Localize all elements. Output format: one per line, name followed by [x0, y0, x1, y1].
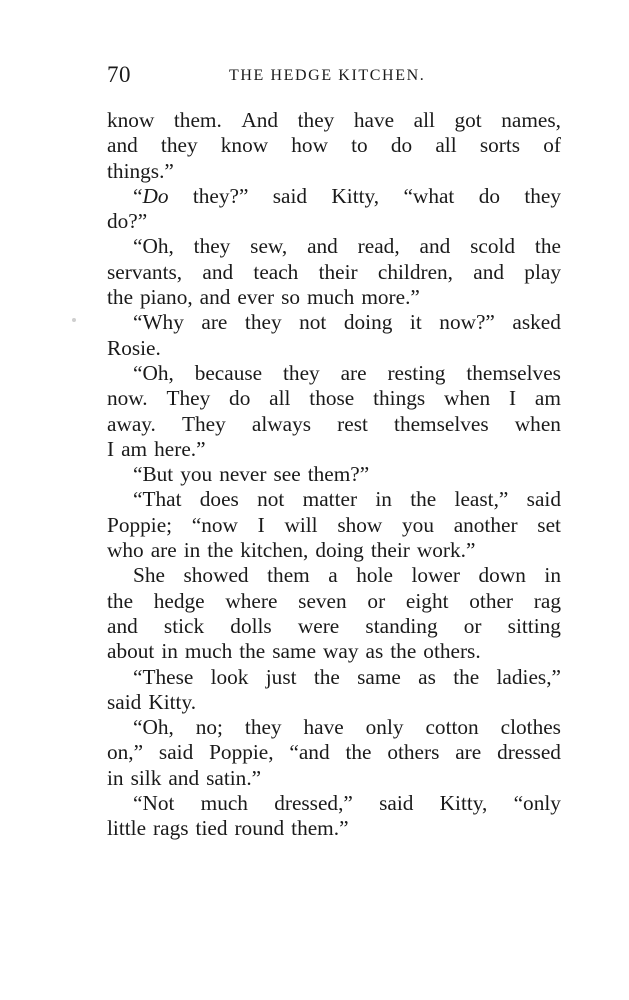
- text-line: “Do they?” said Kitty, “what do they: [133, 183, 561, 208]
- page-number: 70: [107, 62, 131, 87]
- text-line: know them. And they have all got names,: [107, 108, 561, 132]
- text-line: “Oh, no; they have only cotton clothes: [133, 715, 561, 740]
- text-line: in silk and satin.”: [107, 765, 262, 790]
- text-line: and they know how to do all sorts of: [107, 133, 561, 158]
- text-line: away. They always rest themselves when: [107, 411, 561, 436]
- text-line: “But you never see them?”: [133, 462, 370, 487]
- text-line: the hedge where seven or eight other rag: [107, 588, 561, 613]
- text-line: She showed them a hole lower down in: [133, 563, 561, 588]
- text-line: and stick dolls were standing or sitting: [107, 613, 561, 638]
- text-line: “Oh, because they are resting themselves: [133, 360, 561, 385]
- running-head: THE HEDGE KITCHEN.: [229, 67, 426, 84]
- text-line: “Oh, they sew, and read, and scold the: [133, 234, 561, 259]
- text-line: “These look just the same as the ladies,”: [133, 664, 561, 689]
- text-line: about in much the same way as the others.: [107, 639, 481, 664]
- text-line: Poppie; “now I will show you another set: [107, 512, 561, 537]
- text-line: I am here.”: [107, 436, 206, 461]
- text-line: “Not much dressed,” said Kitty, “only: [133, 791, 561, 816]
- text-line: Rosie.: [107, 335, 161, 360]
- text-line: servants, and teach their children, and play: [107, 259, 561, 284]
- text-line: on,” said Poppie, “and the others are dressed: [107, 740, 561, 765]
- text-line: do?”: [107, 209, 148, 234]
- body-text: [107, 108, 561, 842]
- text-line: who are in the kitchen, doing their work.”: [107, 538, 476, 563]
- text-line: now. They do all those things when I am: [107, 386, 561, 411]
- text-line: things.”: [107, 158, 174, 183]
- text-line: “Why are they not doing it now?” asked: [133, 310, 561, 335]
- text-line: the piano, and ever so much more.”: [107, 285, 420, 310]
- page-header: [107, 62, 561, 92]
- text-line: “That does not matter in the least,” said: [133, 487, 561, 512]
- paper-speck: [72, 318, 76, 322]
- text-line: little rags tied round them.”: [107, 816, 349, 841]
- text-line: said Kitty.: [107, 689, 197, 714]
